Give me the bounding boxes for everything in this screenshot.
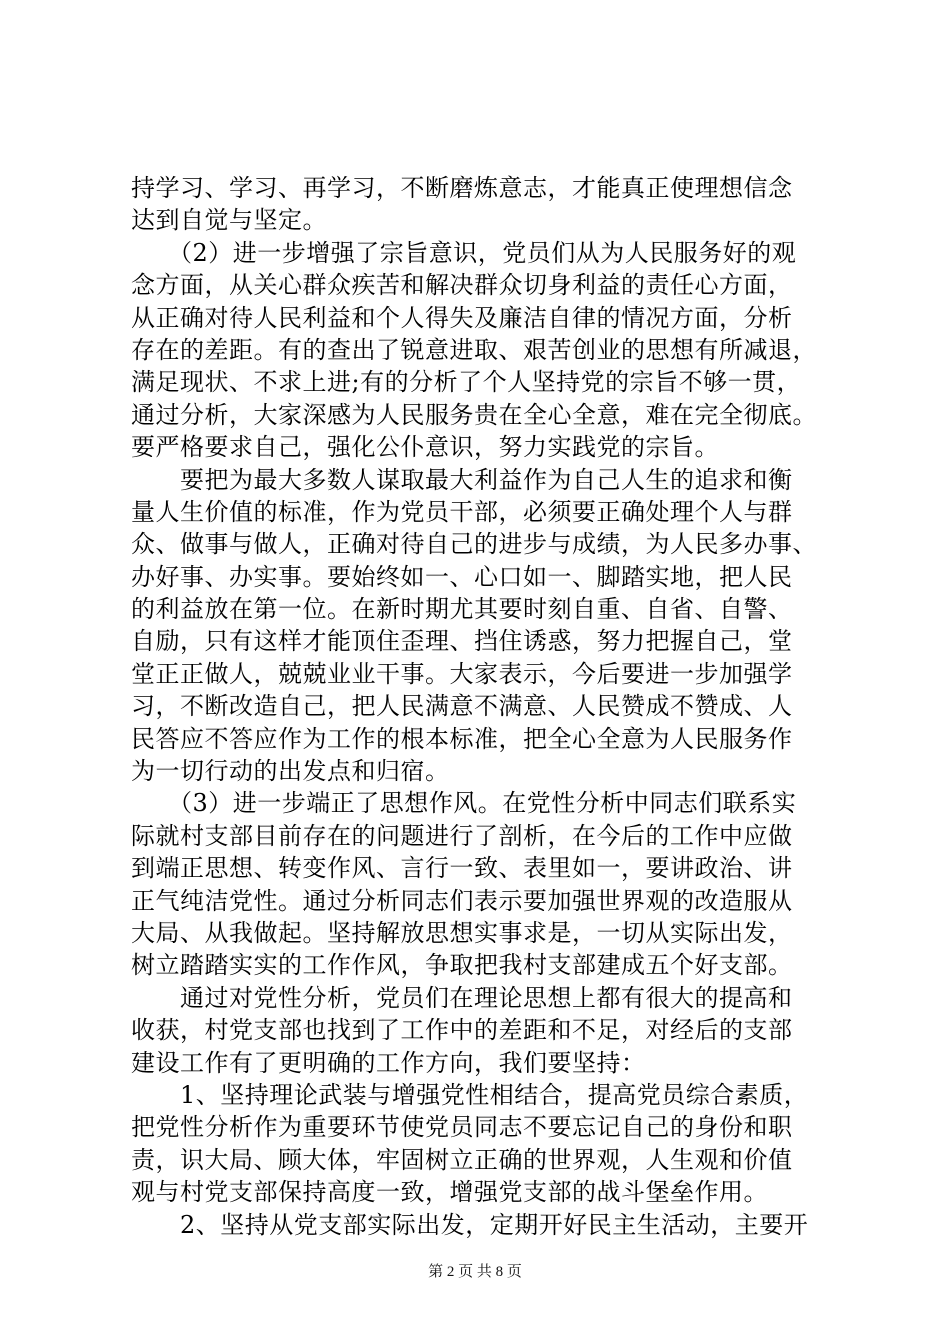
text-line: 办好事、办实事。要始终如一、心口如一、脚踏实地，把人民 [131,562,793,591]
text-line: 到端正思想、转变作风、言行一致、表里如一，要讲政治、讲 [131,854,793,883]
document-body [131,172,831,1241]
text-line: 际就村支部目前存在的问题进行了剖析，在今后的工作中应做 [131,821,793,850]
text-line: 量人生价值的标准，作为党员干部，必须要正确处理个人与群 [131,497,793,526]
text-line: 自励，只有这样才能顶住歪理、挡住诱惑，努力把握自己，堂 [131,627,793,656]
text-line: 大局、从我做起。坚持解放思想实事求是，一切从实际出发， [131,918,793,947]
text-line: 存在的差距。有的查出了锐意进取、艰苦创业的思想有所减退， [131,335,817,364]
text-line: 持学习、学习、再学习，不断磨炼意志，才能真正使理想信念 [131,174,793,202]
text-line: 2、坚持从党支部实际出发，定期开好民主生活动，主要开 [131,1210,809,1239]
text-line: 满足现状、不求上进;有的分析了个人坚持党的宗旨不够一贯， [131,368,802,397]
text-line: 观与村党支部保持高度一致，增强党支部的战斗堡垒作用。 [131,1178,768,1207]
text-line: 要严格要求自己，强化公仆意识，努力实践党的宗旨。 [131,433,719,462]
text-line: 要把为最大多数人谋取最大利益作为自己人生的追求和衡 [131,465,793,494]
text-line: （3）进一步端正了思想作风。在党性分析中同志们联系实 [131,789,797,818]
text-line: 的利益放在第一位。在新时期尤其要时刻自重、自省、自警、 [131,595,793,624]
text-line: 从正确对待人民利益和个人得失及廉洁自律的情况方面，分析 [131,303,793,332]
text-line: 树立踏踏实实的工作作风，争取把我村支部建成五个好支部。 [131,951,793,980]
text-line: 习，不断改造自己，把人民满意不满意、人民赞成不赞成、人 [131,692,793,721]
text-line: 为一切行动的出发点和归宿。 [131,757,450,786]
text-line: 众、做事与做人，正确对待自己的进步与成绩，为人民多办事、 [131,530,817,559]
text-line: 正气纯洁党性。通过分析同志们表示要加强世界观的改造服从 [131,886,793,915]
text-line: 建设工作有了更明确的工作方向，我们要坚持： [131,1048,646,1077]
text-line: 责，识大局、顾大体，牢固树立正确的世界观，人生观和价值 [131,1145,793,1174]
text-line: （2）进一步增强了宗旨意识，党员们从为人民服务好的观 [131,238,797,267]
text-line: 民答应不答应作为工作的根本标准，把全心全意为人民服务作 [131,724,793,753]
text-line: 1、坚持理论武装与增强党性相结合，提高党员综合素质， [131,1080,809,1109]
text-line: 收获，村党支部也找到了工作中的差距和不足，对经后的支部 [131,1016,793,1045]
text-line: 通过分析，大家深感为人民服务贵在全心全意，难在完全彻底。 [131,400,817,429]
page-number-footer: 第 2 页 共 8 页 [428,1264,522,1280]
text-line: 达到自觉与坚定。 [131,206,327,235]
text-line: 通过对党性分析，党员们在理论思想上都有很大的提高和 [131,983,793,1012]
text-line: 堂正正做人，兢兢业业干事。大家表示，今后要进一步加强学 [131,659,793,688]
text-line: 念方面，从关心群众疾苦和解决群众切身利益的责任心方面， [131,271,793,300]
text-line: 把党性分析作为重要环节使党员同志不要忘记自己的身份和职 [131,1113,793,1142]
